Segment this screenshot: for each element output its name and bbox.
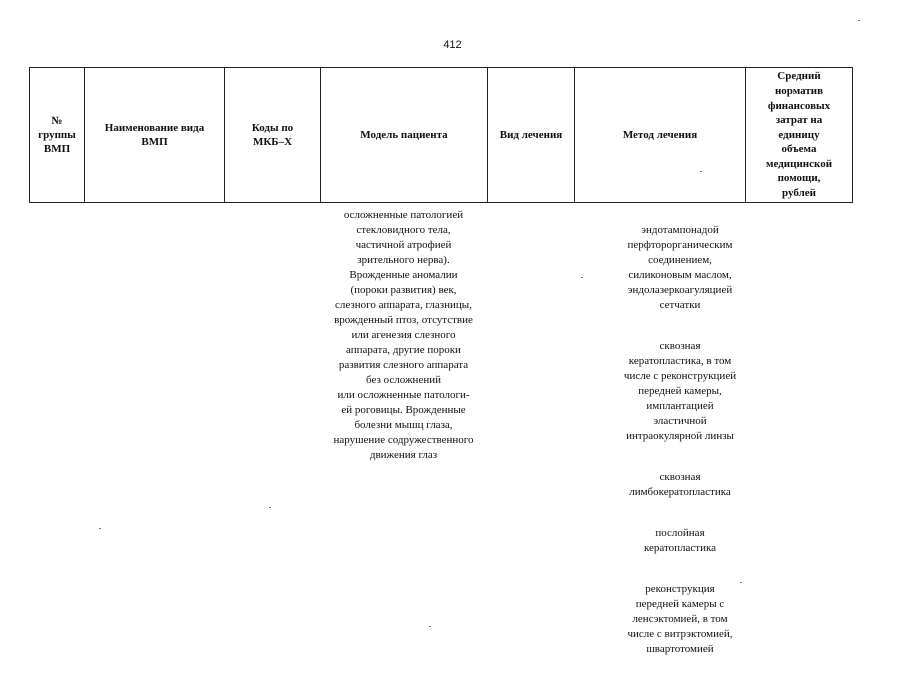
scan-speck [269,507,271,508]
treatment-methods-list [600,208,760,683]
scan-speck [700,171,702,172]
header-vmp-name: Наименование вида ВМП [85,68,225,203]
header-icd-codes: Коды по МКБ–Х [225,68,321,203]
scan-speck [858,20,860,21]
header-treatment-type: Вид лечения [488,68,575,203]
treatment-method-item: послойная кератопластика [643,527,717,554]
patient-model-text: осложненные патологией стекловидного тела, частичной атрофией зрительного нерва). Врожденные аномалии (пороки развития) век, слезного аппарата, глазницы, врожденный птоз, отсутствие или агенезия слезного аппарата, другие пороки развития слезного аппарата без осложнений или осложненные патологи- ей роговицы. Врожденные болезни мышц глаза, нарушение содружественного движения глаз [333,209,474,461]
header-average-cost: Средний норматив финансовых затрат на единицу объема медицинской помощи, рублей [746,68,853,203]
treatment-method-item: реконструкция передней камеры с ленсэктомией, в том числе с витрэктомией, швартотомией [627,583,733,655]
scan-speck [740,582,742,583]
scan-speck [99,528,101,529]
header-patient-model: Модель пациента [321,68,488,203]
treatment-method-item: сквозная кератопластика, в том числе с реконструкцией передней камеры, имплантацией эластичной интраокулярной линзы [623,340,737,442]
table-header [29,67,853,203]
table-header-row [30,68,853,203]
header-group-number: № группы ВМП [30,68,85,203]
page-number: 412 [443,39,462,51]
header-treatment-method: Метод лечения [575,68,746,203]
treatment-method-item: сквозная лимбокератопластика [629,471,731,498]
scan-speck [581,277,583,278]
treatment-method-item: эндотампонадой перфторорганическим соединением, силиконовым маслом, эндолазеркоагуляцией сетчатки [627,224,733,311]
scan-speck [429,626,431,627]
